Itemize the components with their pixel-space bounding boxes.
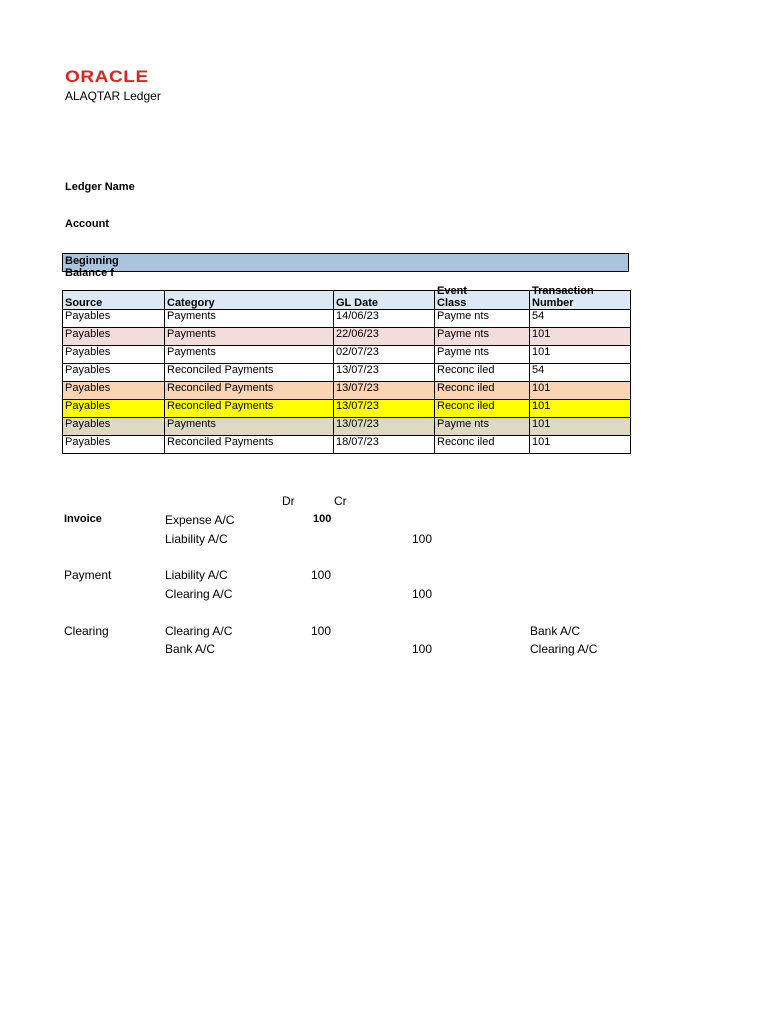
gl-date-cell: 13/07/23 bbox=[334, 382, 435, 400]
invoice-line1-account: Expense A/C bbox=[165, 513, 235, 527]
header-event-class: Event Class bbox=[435, 291, 530, 310]
gl-date-cell: 13/07/23 bbox=[334, 418, 435, 436]
gl-date-cell: 13/07/23 bbox=[334, 364, 435, 382]
payment-line1-dr: 100 bbox=[311, 568, 332, 582]
event-class-cell: Payme nts bbox=[435, 346, 530, 364]
transaction-number-cell: 101 bbox=[530, 400, 631, 418]
table-row bbox=[63, 310, 631, 328]
event-class-cell: Payme nts bbox=[435, 310, 530, 328]
category-cell: Payments bbox=[165, 310, 334, 328]
clearing-line1-dr: 100 bbox=[311, 624, 332, 638]
payment-line2-account: Clearing A/C bbox=[165, 587, 233, 601]
event-class-cell: Payme nts bbox=[435, 418, 530, 436]
source-cell: Payables bbox=[63, 346, 165, 364]
transaction-number-cell: 101 bbox=[530, 382, 631, 400]
source-cell: Payables bbox=[63, 400, 165, 418]
category-cell: Reconciled Payments bbox=[165, 400, 334, 418]
gl-date-cell: 22/06/23 bbox=[334, 328, 435, 346]
event-class-cell: Payme nts bbox=[435, 328, 530, 346]
invoice-line2-cr: 100 bbox=[412, 532, 433, 546]
transaction-number-cell: 101 bbox=[530, 328, 631, 346]
table-row bbox=[63, 400, 631, 418]
header-transaction-number: Transaction Number bbox=[530, 291, 631, 310]
transaction-number-cell: 54 bbox=[530, 310, 631, 328]
table-row bbox=[63, 436, 631, 454]
ledger-name-label: Ledger Name bbox=[65, 181, 135, 193]
header-source: Source bbox=[63, 291, 165, 310]
event-class-cell: Reconc iled bbox=[435, 436, 530, 454]
table-row bbox=[63, 346, 631, 364]
source-cell: Payables bbox=[63, 310, 165, 328]
beginning-balance-label: Beginning Balance f bbox=[65, 255, 119, 279]
clearing-note1: Bank A/C bbox=[530, 624, 581, 638]
gl-date-cell: 14/06/23 bbox=[334, 310, 435, 328]
payment-line1-account: Liability A/C bbox=[165, 568, 228, 582]
oracle-logo: ORACLE bbox=[65, 67, 149, 86]
event-class-cell: Reconc iled bbox=[435, 364, 530, 382]
clearing-note2: Clearing A/C bbox=[530, 642, 598, 656]
category-cell: Payments bbox=[165, 328, 334, 346]
payment-line2-cr: 100 bbox=[412, 587, 433, 601]
account-label: Account bbox=[65, 218, 109, 230]
cr-column-label: Cr bbox=[334, 494, 347, 508]
source-cell: Payables bbox=[63, 418, 165, 436]
category-cell: Reconciled Payments bbox=[165, 436, 334, 454]
transaction-number-cell: 101 bbox=[530, 436, 631, 454]
transaction-number-cell: 54 bbox=[530, 364, 631, 382]
category-cell: Reconciled Payments bbox=[165, 382, 334, 400]
gl-date-cell: 02/07/23 bbox=[334, 346, 435, 364]
dr-column-label: Dr bbox=[282, 494, 295, 508]
invoice-label: Invoice bbox=[64, 513, 102, 525]
transactions-table bbox=[62, 285, 631, 454]
event-class-cell: Reconc iled bbox=[435, 382, 530, 400]
clearing-line2-cr: 100 bbox=[412, 642, 433, 656]
source-cell: Payables bbox=[63, 436, 165, 454]
invoice-line1-dr: 100 bbox=[313, 513, 332, 525]
table-header-row bbox=[63, 291, 631, 310]
transaction-number-cell: 101 bbox=[530, 346, 631, 364]
table-row bbox=[63, 328, 631, 346]
category-cell: Reconciled Payments bbox=[165, 364, 334, 382]
event-class-cell: Reconc iled bbox=[435, 400, 530, 418]
source-cell: Payables bbox=[63, 328, 165, 346]
source-cell: Payables bbox=[63, 364, 165, 382]
invoice-line2-account: Liability A/C bbox=[165, 532, 228, 546]
ledger-subtitle: ALAQTAR Ledger bbox=[65, 89, 161, 103]
header-gl-date: GL Date bbox=[334, 291, 435, 310]
category-cell: Payments bbox=[165, 418, 334, 436]
gl-date-cell: 13/07/23 bbox=[334, 400, 435, 418]
clearing-line1-account: Clearing A/C bbox=[165, 624, 233, 638]
beginning-balance-bar bbox=[62, 253, 629, 279]
table-row bbox=[63, 364, 631, 382]
clearing-label: Clearing bbox=[64, 624, 109, 638]
table-row bbox=[63, 382, 631, 400]
gl-date-cell: 18/07/23 bbox=[334, 436, 435, 454]
category-cell: Payments bbox=[165, 346, 334, 364]
header-category: Category bbox=[165, 291, 334, 310]
table-row bbox=[63, 418, 631, 436]
payment-label: Payment bbox=[64, 568, 112, 582]
transaction-number-cell: 101 bbox=[530, 418, 631, 436]
clearing-line2-account: Bank A/C bbox=[165, 642, 216, 656]
source-cell: Payables bbox=[63, 382, 165, 400]
